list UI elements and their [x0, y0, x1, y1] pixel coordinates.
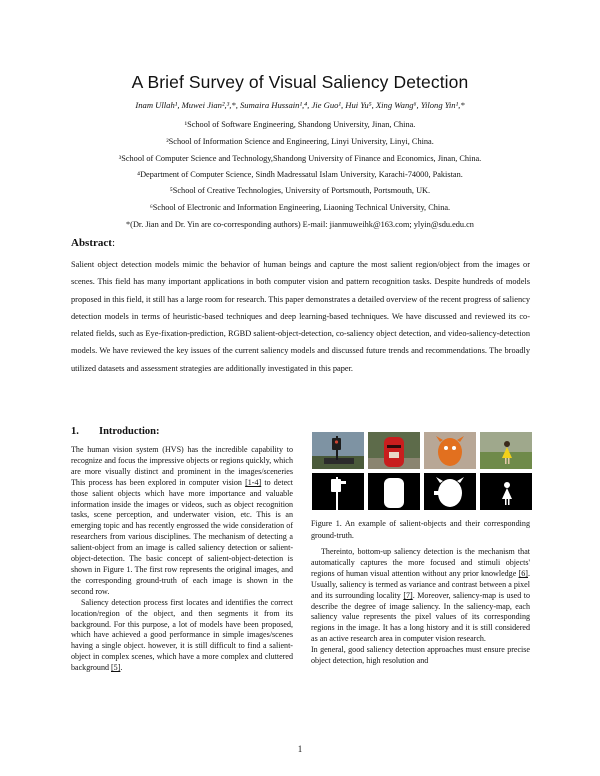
original-image-cartoon-character — [424, 432, 476, 469]
right-p1-text-a: Thereinto, bottom-up saliency detection is the mechanism that automatically captures the more focused and stimuli objects' regions of human visual attention without any prior knowledge — [311, 547, 530, 578]
intro-p1-text-b: to detect those salient objects which have more importance and valuable information inside the images or videos, such as object recognition tasks, scene perception, and underwater vision, etc. This is an emerging topic and has recently engrossed the wide consideration of researchers from various disciplines. The mechanism of detecting a salient-object from an image is called saliency detection or salient-object-detection. The basic concept of salient-object-detection is shown in Figure 1. The first row represents the original images, and the corresponding ground-truth of each image is shown in the second row. — [71, 477, 293, 596]
intro-paragraph-2 — [71, 598, 293, 674]
paper-title: A Brief Survey of Visual Saliency Detection — [131, 72, 469, 92]
left-column — [71, 445, 293, 674]
citation-link[interactable]: [5] — [111, 663, 121, 673]
original-image-traffic-light — [312, 432, 364, 469]
corresponding-authors-note: *(Dr. Jian and Dr. Yin are co-corresponding authors) E-mail: jianmuweihk@163.com; ylyin@sdu.edu.cn — [126, 220, 474, 229]
affiliation-6: ⁶School of Electronic and Information Engineering, Liaoning Technical University, China. — [149, 203, 451, 212]
section-number: 1. — [71, 426, 79, 437]
citation-link[interactable]: [1-4] — [245, 477, 262, 487]
abstract-heading — [71, 237, 115, 249]
section-title: Introduction: — [99, 426, 160, 437]
right-paragraph-2: In general, good saliency detection approaches must ensure precise object detection, high resolution and — [311, 645, 530, 666]
intro-paragraph-1 — [71, 445, 293, 598]
figure-1 — [312, 432, 532, 512]
citation-link[interactable]: [7] — [403, 590, 413, 600]
affiliation-5: ⁵School of Creative Technologies, University of Portsmouth, Portsmouth, UK. — [169, 186, 431, 195]
affiliation-4: ⁴Department of Computer Science, Sindh Madressatul Islam University, Karachi-74000, Pakistan. — [137, 170, 463, 179]
page-number: 1 — [297, 744, 303, 754]
section-heading — [71, 426, 159, 437]
abstract-heading-text: Abstract — [71, 237, 112, 249]
right-paragraph-1 — [311, 547, 530, 645]
figure-1-caption: Figure 1. An example of salient-objects and their corresponding ground-truth. — [311, 519, 530, 540]
original-image-girl-in-field — [480, 432, 532, 469]
right-column — [311, 547, 530, 667]
author-list: Inam Ullah¹, Muwei Jian²,³,*, Sumaira Hussain¹,⁴, Jie Guo¹, Hui Yu⁵, Xing Wang⁶, Yilong Yin¹,* — [135, 100, 465, 110]
intro-p1-text-a: The human vision system (HVS) has the incredible capability to recognize and focus the impressive objects or regions quickly, which are more visually distinct and prominent in the images/sceneries This process has been explored in computer vision — [71, 445, 293, 487]
right-p1-text-c: . Moreover, saliency-map is used to describe the degree of image saliency. In the saliency-map, each saliency value represents the pixel values of its corresponding regions in the image. It has a long history and it is still considered as an active research area in computer vision research. — [311, 590, 530, 644]
affiliation-2: ²School of Information Science and Engineering, Linyi University, Linyi, China. — [166, 137, 434, 146]
original-image-mailbox — [368, 432, 420, 469]
intro-p2-text-a: Saliency detection process first locates and identifies the correct location/region of the object, and then segments it from its background. For this purpose, a lot of models have been proposed, which have achieved a good performance in simple images/scenes having a single object. however, it is still difficult to find a salient-object in complex scenes, which have a more complex and cluttered background — [71, 597, 293, 673]
ground-truth-mailbox — [368, 473, 420, 510]
abstract-heading-colon: : — [111, 237, 115, 249]
ground-truth-girl-in-field — [480, 473, 532, 510]
intro-p2-text-b: . — [120, 663, 123, 673]
affiliation-3: ³School of Computer Science and Technology,Shandong University of Finance and Economics, Jinan, China. — [118, 154, 482, 163]
right-p1-text-b: . Usually, saliency is termed as variance and contrast between a pixel and its surrounding locality — [311, 568, 530, 600]
abstract-text: Salient object detection models mimic the behavior of human beings and capture the most salient region/object from the images or scenes. This field has many important applications in both computer vision and pattern recognition tasks. Despite hundreds of models proposed in this field, it still has a large room for research. This paper demonstrates a detailed overview of the recent progress of saliency detection models in terms of heuristic-based techniques and deep learning-based techniques. We have discussed and reviewed its co-related fields, such as Eye-fixation-prediction, RGBD salient-object-detection, co-saliency object detection, and video-saliency-detection models. We have reviewed the key issues of the current saliency models and discussed future trends and recommendations. The broadly utilized datasets and assessment strategies are additionally investigated in this paper. — [71, 260, 530, 373]
ground-truth-traffic-light — [312, 473, 364, 510]
citation-link[interactable]: [6] — [518, 568, 528, 578]
affiliation-1: ¹School of Software Engineering, Shandong University, Jinan, China. — [184, 120, 416, 129]
ground-truth-cartoon-character — [424, 473, 476, 510]
